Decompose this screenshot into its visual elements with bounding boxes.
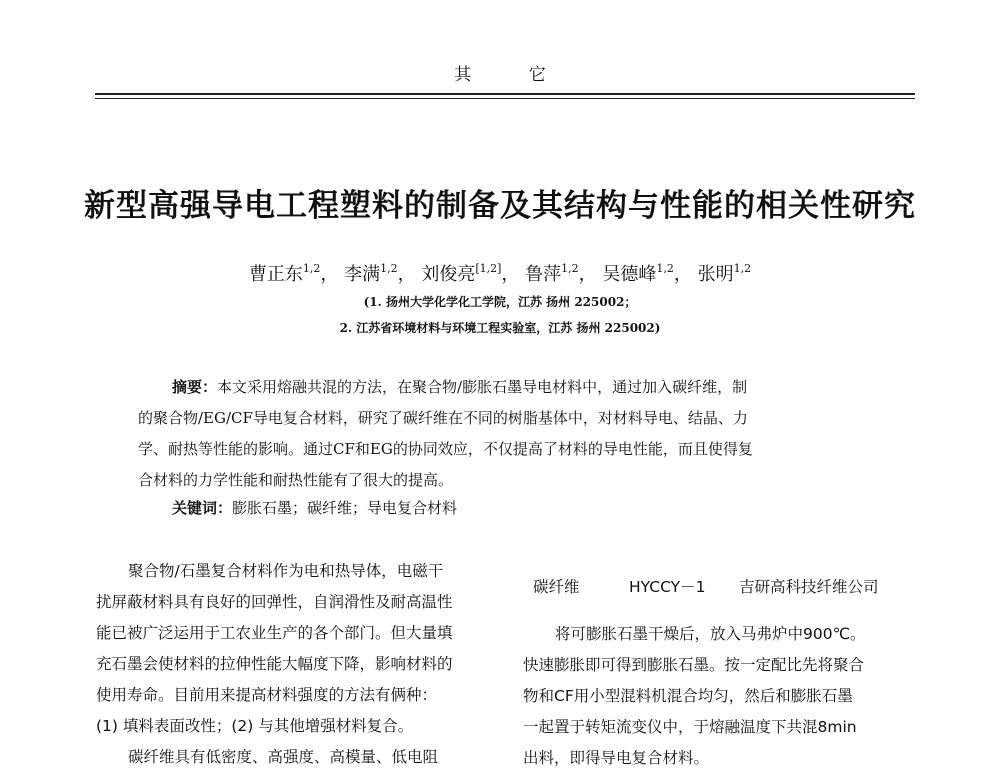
paper-title: 新型高强导电工程塑料的制备及其结构与性能的相关性研究 <box>84 188 916 224</box>
material-grade: HYCCY－1 <box>629 578 706 596</box>
keywords-label: 关键词： <box>172 499 233 517</box>
affiliation-1: (1. 扬州大学化学化工学院，江苏 扬州 225002； <box>363 295 637 309</box>
abstract-line: 的聚合物/EG/CF导电复合材料，研究了碳纤维在不同的树脂基体中，对材料导电、结晶、力 <box>138 409 748 427</box>
author: 张明$^{1,2}$ <box>697 262 752 285</box>
abstract-line: 摘要：本文采用熔融共混的方法，在聚合物/膨胀石墨导电材料中，通过加入碳纤维，制 <box>172 378 748 396</box>
header-rule-thin <box>95 98 915 99</box>
abstract-line: 合材料的力学性能和耐热性能有了很大的提高。 <box>138 471 454 489</box>
abstract <box>138 372 878 496</box>
material-row <box>523 572 918 603</box>
author: 李满$^{1,2}$ <box>344 262 398 285</box>
body-line: 使用寿命。目前用来提高材料强度的方法有俩种： <box>96 686 438 704</box>
keywords-text: 膨胀石墨；碳纤维；导电复合材料 <box>232 499 458 517</box>
body-line: 扰屏蔽材料具有良好的回弹性，自润滑性及耐高温性 <box>96 593 453 611</box>
body-line: 能已被广泛运用于工农业生产的各个部门。但大量填 <box>96 624 453 642</box>
author: 吴德峰$^{1,2}$ <box>602 262 674 285</box>
body-line: 出料，即得导电复合材料。 <box>523 749 710 767</box>
body-line: 将可膨胀石墨干燥后，放入马弗炉中900℃。 <box>555 625 866 643</box>
body-line: 一起置于转矩流变仪中，于熔融温度下共混8min <box>523 718 857 736</box>
body-line: 充石墨会使材料的拉伸性能大幅度下降，影响材料的 <box>96 655 453 673</box>
body-line: 聚合物/石墨复合材料作为电和热导体，电磁干 <box>128 562 444 580</box>
body-line: 快速膨胀即可得到膨胀石墨。按一定配比先将聚合 <box>523 656 865 674</box>
body-line: 物和CF用小型混料机混合均匀，然后和膨胀石墨 <box>523 687 853 705</box>
body-line: (1) 填料表面改性；(2) 与其他增强材料复合。 <box>96 717 414 735</box>
author-list: 曹正东$^{1,2}$， 李满$^{1,2}$， 刘俊亮[1,2]， 鲁萍$^{1,2}$， 吴德峰$^{1,2}$， 张明$^{1,2}$ <box>248 262 752 285</box>
author: 刘俊亮[1,2] <box>421 262 502 285</box>
left-column <box>96 556 490 773</box>
keywords <box>172 497 457 518</box>
running-header: 其 它 <box>454 65 572 85</box>
right-column <box>523 572 918 774</box>
author: 曹正东$^{1,2}$ <box>248 262 321 285</box>
material-name: 碳纤维 <box>533 578 580 596</box>
material-supplier: 吉研高科技纤维公司 <box>739 578 879 596</box>
affiliation-2: 2. 江苏省环境材料与环境工程实验室，江苏 扬州 225002) <box>339 321 661 335</box>
abstract-label: 摘要： <box>172 378 218 396</box>
header-rule-thick <box>95 93 915 95</box>
body-line: 碳纤维具有低密度、高强度、高模量、低电阻 <box>128 748 439 766</box>
author: 鲁萍$^{1,2}$ <box>525 262 579 285</box>
abstract-line: 学、耐热等性能的影响。通过CF和EG的协同效应，不仅提高了材料的导电性能，而且使得复 <box>138 440 753 458</box>
